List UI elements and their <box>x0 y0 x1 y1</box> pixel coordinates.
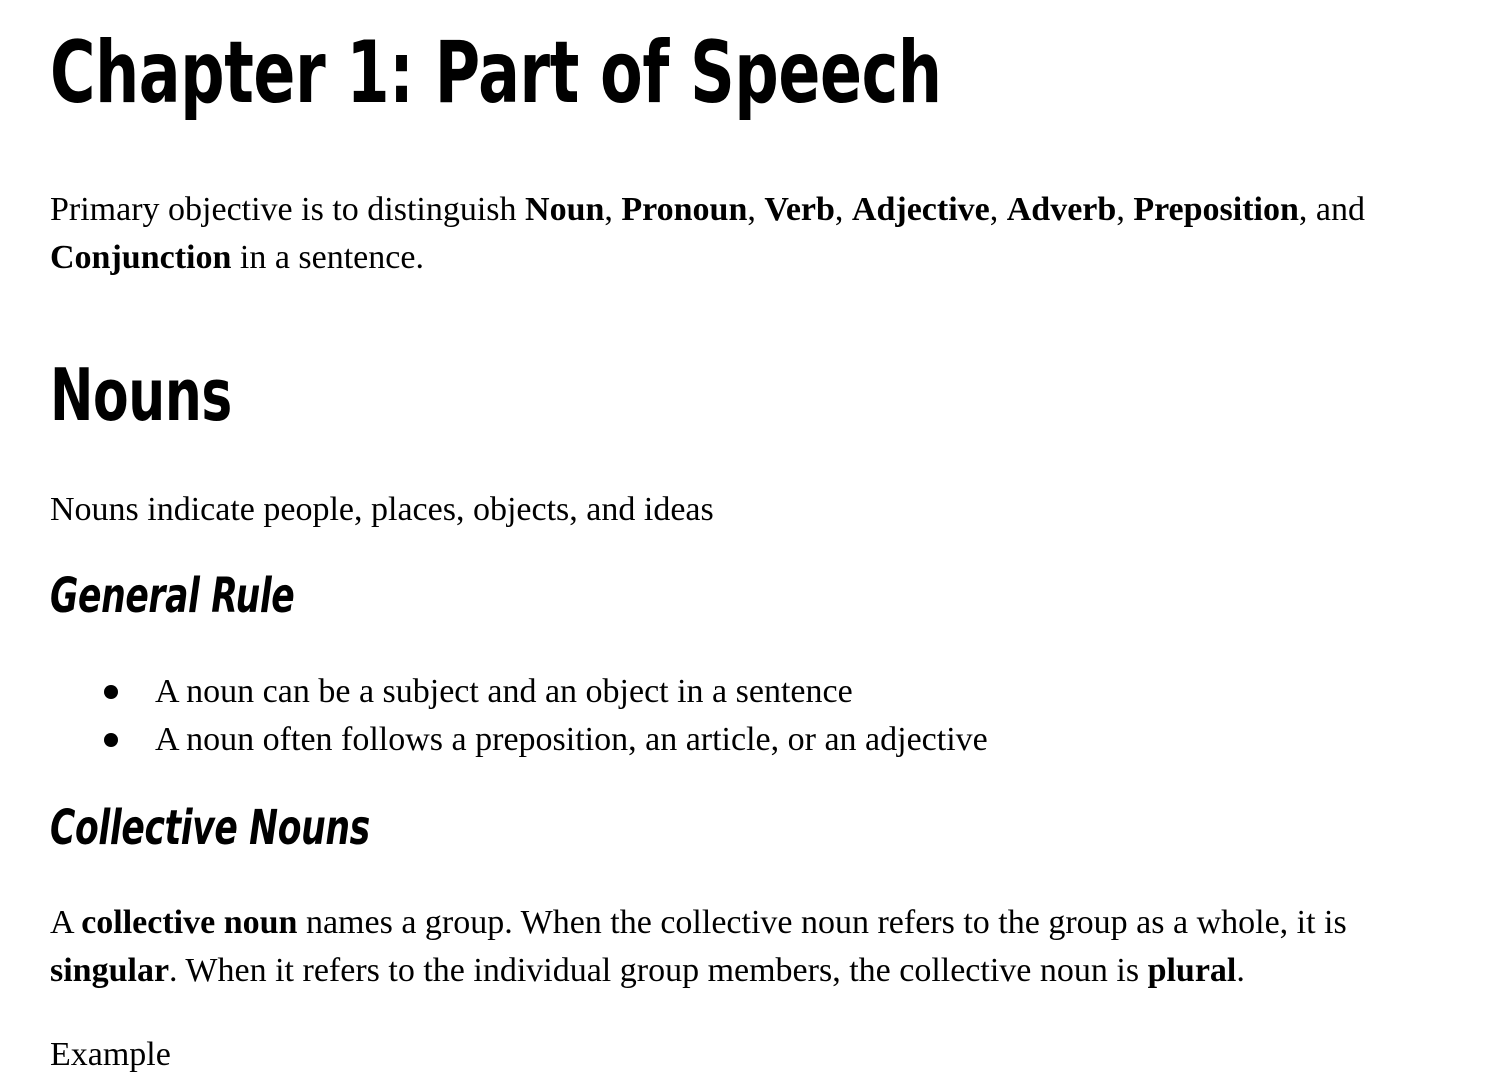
term-collective-noun: collective noun <box>81 904 298 941</box>
chapter-title: Chapter 1: Part of Speech <box>50 23 942 123</box>
term-preposition: Preposition <box>1133 191 1299 228</box>
term-plural: plural <box>1147 952 1237 989</box>
collective-paragraph: A collective noun names a group. When the collective noun refers to the group as a whole, it is singular. When it refers to the individual group members, the collective noun is plural. <box>50 904 1347 989</box>
list-item <box>50 668 988 716</box>
example-label: Example <box>50 1036 171 1073</box>
intro-tail: in a sentence. <box>231 239 424 276</box>
term-noun: Noun <box>525 191 605 228</box>
term-adverb: Adverb <box>1006 191 1117 228</box>
term-adjective: Adjective <box>851 191 990 228</box>
list-item-text: A noun can be a subject and an object in a sentence <box>155 673 853 710</box>
intro-lead: Primary objective is to distinguish <box>50 191 526 228</box>
list-item <box>50 716 988 764</box>
general-rule-list <box>50 668 988 764</box>
nouns-heading: Nouns <box>50 353 232 437</box>
nouns-description: Nouns indicate people, places, objects, and ideas <box>50 491 714 528</box>
general-rule-heading: General Rule <box>50 568 295 624</box>
bullet-icon <box>104 685 118 699</box>
intro-paragraph: Primary objective is to distinguish Noun, Pronoun, Verb, Adjective, Adverb, Preposition, and Conjunction in a sentence. <box>50 191 1366 276</box>
term-conjunction: Conjunction <box>50 239 232 276</box>
term-singular: singular <box>50 952 170 989</box>
collective-nouns-heading: Collective Nouns <box>50 800 370 856</box>
list-item-text: A noun often follows a preposition, an article, or an adjective <box>155 721 988 758</box>
bullet-icon <box>104 733 118 747</box>
term-pronoun: Pronoun <box>621 191 748 228</box>
term-verb: Verb <box>764 191 835 228</box>
